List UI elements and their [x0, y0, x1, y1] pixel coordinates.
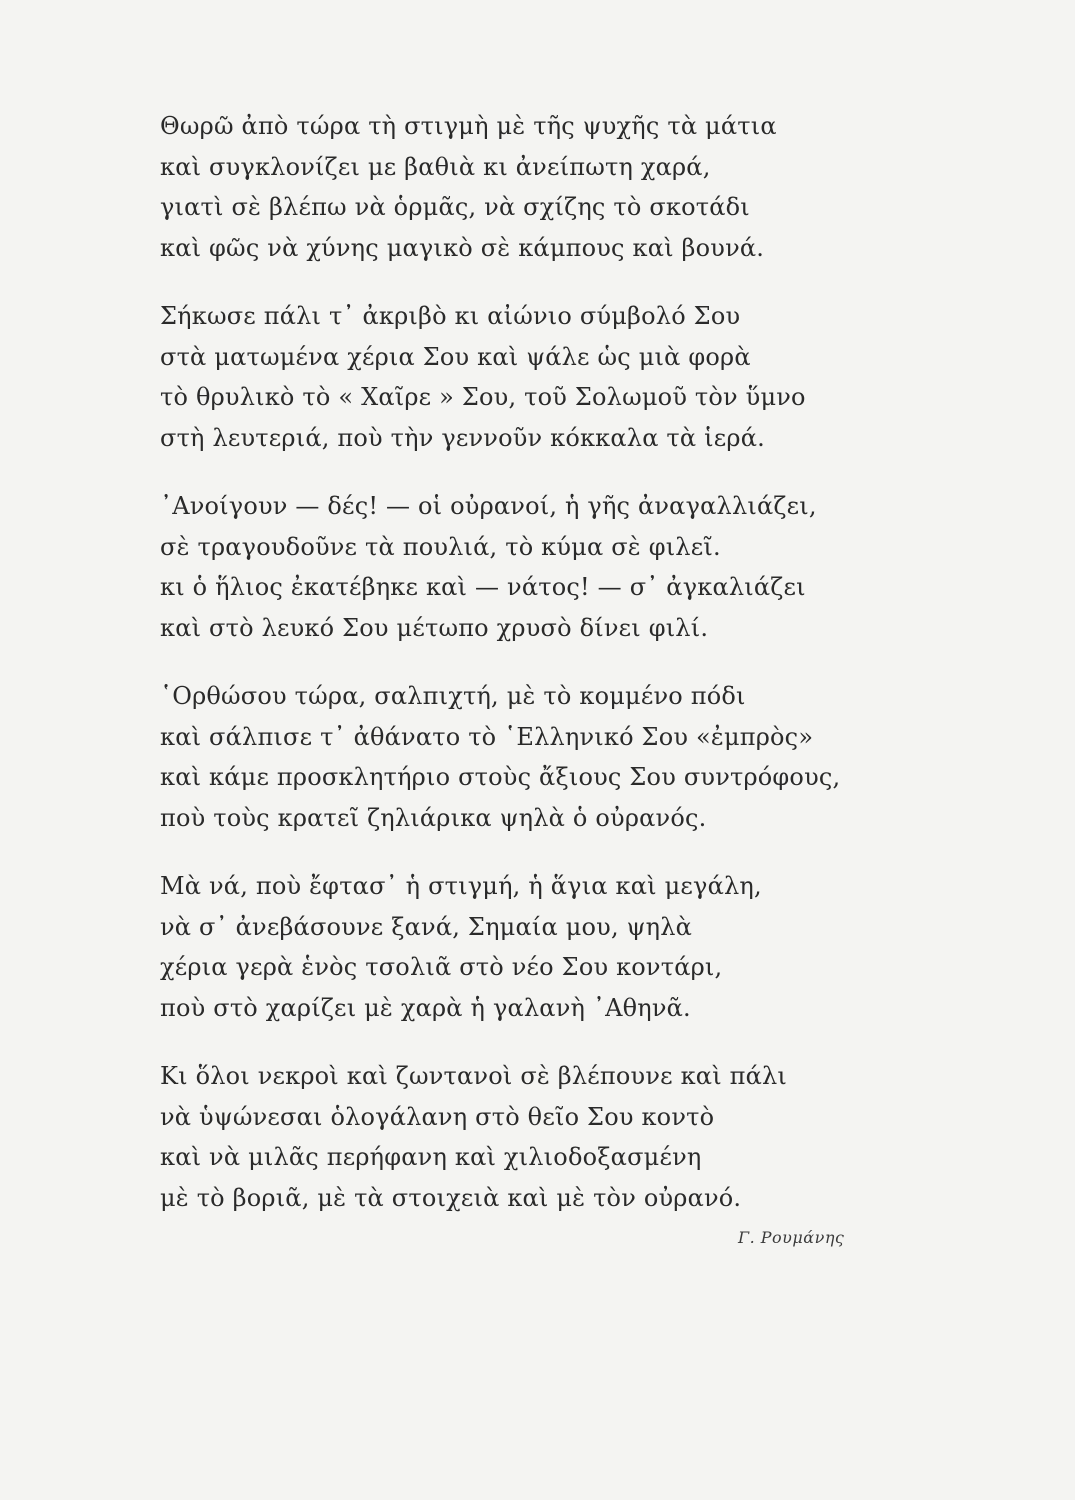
poem-line: καὶ σάλπισε τ᾽ ἀθάνατο τὸ ῾Ελληνικό Σου «ἐμπρὸς»: [160, 722, 814, 751]
poem-line: στὴ λευτεριά, ποὺ τὴν γεννοῦν κόκκαλα τὰ ἱερά.: [160, 423, 765, 452]
poem-line: Σήκωσε πάλι τ᾽ ἀκριβὸ κι αἰώνιο σύμβολό Σου: [160, 302, 741, 330]
poem-line: καὶ συγκλονίζει με βαθιὰ κι ἀνείπωτη χαρά,: [160, 152, 711, 181]
poem-line: νὰ ὑψώνεσαι ὁλογάλανη στὸ θεῖο Σου κοντὸ: [160, 1102, 715, 1131]
poem-line: καὶ νὰ μιλᾶς περήφανη καὶ χιλιοδοξασμένη: [160, 1143, 702, 1171]
poem-line: γιατὶ σὲ βλέπω νὰ ὁρμᾶς, νὰ σχίζης τὸ σκοτάδι: [160, 193, 750, 221]
poem-line: ποὺ στὸ χαρίζει μὲ χαρὰ ἡ γαλανὴ ᾽Αθηνᾶ.: [160, 993, 691, 1022]
poem-line: Κι ὅλοι νεκροὶ καὶ ζωντανοὶ σὲ βλέπουνε καὶ πάλι: [160, 1062, 788, 1090]
stanza-4: [160, 676, 920, 838]
stanza-3: [160, 486, 920, 648]
poem-line: Μὰ νά, ποὺ ἔφτασ᾽ ἡ στιγμή, ἡ ἅγια καὶ μεγάλη,: [160, 872, 762, 900]
author-signature: Γ. Ρουμάνης: [738, 1228, 845, 1247]
poem-line: κι ὁ ἥλιος ἐκατέβηκε καὶ — νάτος! — σ᾽ ἀγκαλιάζει: [160, 573, 806, 601]
poem-line: καὶ στὸ λευκό Σου μέτωπο χρυσὸ δίνει φιλί.: [160, 613, 709, 642]
poem-line: νὰ σ᾽ ἀνεβάσουνε ξανά, Σημαία μου, ψηλὰ: [160, 912, 693, 941]
poem-line: ποὺ τοὺς κρατεῖ ζηλιάρικα ψηλὰ ὁ οὐρανός.: [160, 803, 707, 832]
stanza-1: [160, 106, 920, 268]
poem-line: χέρια γερὰ ἑνὸς τσολιᾶ στὸ νέο Σου κοντάρι,: [160, 953, 723, 981]
poem-line: σὲ τραγουδοῦνε τὰ πουλιά, τὸ κύμα σὲ φιλεῖ.: [160, 532, 721, 561]
poem-line: καὶ φῶς νὰ χύνης μαγικὸ σὲ κάμπους καὶ βουνά.: [160, 233, 765, 262]
poem-line: καὶ κάμε προσκλητήριο στοὺς ἄξιους Σου συντρόφους,: [160, 763, 841, 791]
poem: [160, 106, 920, 1246]
poem-line: ῾Ορθώσου τώρα, σαλπιχτή, μὲ τὸ κομμένο πόδι: [160, 682, 746, 710]
stanza-5: [160, 866, 920, 1028]
stanza-6: [160, 1056, 920, 1218]
stanza-2: [160, 296, 920, 458]
poem-line: μὲ τὸ βοριᾶ, μὲ τὰ στοιχειὰ καὶ μὲ τὸν οὐρανό.: [160, 1183, 742, 1212]
poem-line: ᾽Ανοίγουν — δές! — οἱ οὐρανοί, ἡ γῆς ἀναγαλλιάζει,: [160, 492, 817, 520]
poem-line: τὸ θρυλικὸ τὸ « Χαῖρε » Σου, τοῦ Σολωμοῦ τὸν ὕμνο: [160, 383, 806, 411]
poem-line: Θωρῶ ἀπὸ τώρα τὴ στιγμὴ μὲ τῆς ψυχῆς τὰ μάτια: [160, 112, 777, 140]
poem-line: στὰ ματωμένα χέρια Σου καὶ ψάλε ὡς μιὰ φορὰ: [160, 342, 751, 371]
